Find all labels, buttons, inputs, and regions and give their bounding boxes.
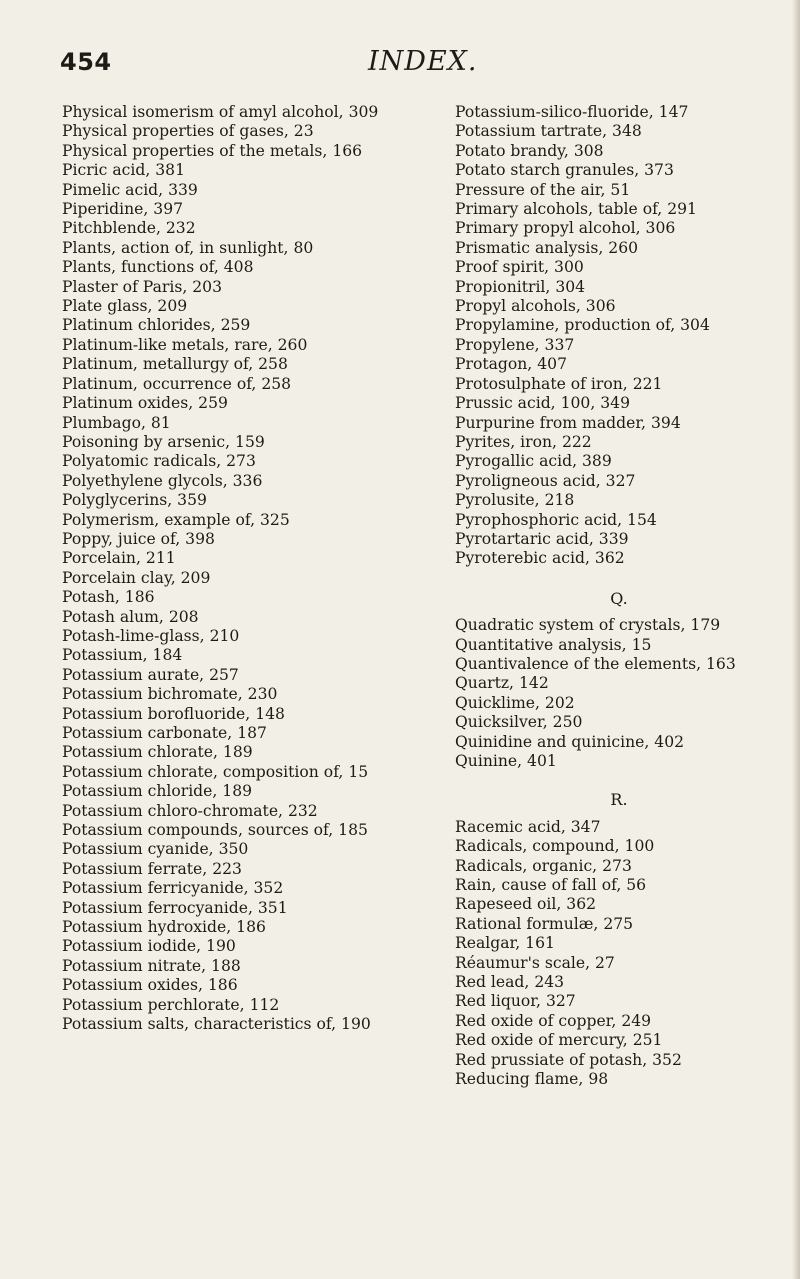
- index-entry: Porcelain, 211: [62, 549, 176, 568]
- left-entry-list: [62, 103, 410, 1035]
- index-entry: Polymerism, example of, 325: [62, 510, 290, 529]
- index-entry: Racemic acid, 347: [455, 817, 601, 836]
- index-entry: Quadratic system of crystals, 179: [455, 616, 721, 635]
- index-entry: Red oxide of copper, 249: [455, 1011, 652, 1030]
- index-entry: Pyrolusite, 218: [455, 491, 575, 510]
- index-entry: Protagon, 407: [455, 355, 567, 374]
- index-entry: Potato brandy, 308: [455, 141, 604, 160]
- index-entry: Quicksilver, 250: [455, 713, 583, 732]
- index-entry: Pimelic acid, 339: [62, 180, 198, 199]
- section-heading-r: R.: [610, 790, 628, 810]
- index-entry: Potassium oxides, 186: [62, 976, 238, 995]
- index-entry: Radicals, compound, 100: [455, 837, 655, 856]
- spacer: [455, 569, 800, 589]
- index-entry: Piperidine, 397: [62, 200, 184, 219]
- index-entry: Primary propyl alcohol, 306: [455, 219, 676, 238]
- index-entry: Potash-lime-glass, 210: [62, 626, 240, 645]
- index-entry: Physical properties of the metals, 166: [62, 141, 363, 160]
- index-entry: Radicals, organic, 273: [455, 856, 632, 875]
- index-entry: Réaumur's scale, 27: [455, 953, 615, 972]
- index-entry: Potassium compounds, sources of, 185: [62, 821, 368, 840]
- index-entry: Potassium ferrate, 223: [62, 859, 242, 878]
- index-entry: Platinum chlorides, 259: [62, 316, 251, 335]
- index-entry: Pitchblende, 232: [62, 219, 196, 238]
- spacer: [455, 771, 800, 790]
- index-entry: Pyrotartaric acid, 339: [455, 529, 629, 548]
- index-entry: Rational formulæ, 275: [455, 914, 634, 933]
- index-entry: Potassium cyanide, 350: [62, 840, 249, 859]
- index-entry: Plate glass, 209: [62, 297, 188, 316]
- r-entry-list: [455, 818, 800, 1090]
- index-entry: Potassium bichromate, 230: [62, 685, 278, 704]
- index-entry: Porcelain clay, 209: [62, 568, 211, 587]
- index-entry: Potassium tartrate, 348: [455, 122, 642, 141]
- section-heading-q: Q.: [610, 588, 628, 608]
- index-entry: Potash alum, 208: [62, 607, 199, 626]
- index-entry: Realgar, 161: [455, 934, 555, 953]
- index-entry: Potassium borofluoride, 148: [62, 704, 285, 723]
- index-column-left: [62, 103, 410, 1035]
- index-entry: Platinum, metallurgy of, 258: [62, 355, 288, 374]
- index-entry: Quinidine and quinicine, 402: [455, 732, 685, 751]
- index-entry: Prismatic analysis, 260: [455, 238, 639, 257]
- index-entry: Polyglycerins, 359: [62, 491, 207, 510]
- index-entry: Potassium carbonate, 187: [62, 724, 267, 742]
- spacer: [455, 608, 800, 616]
- index-entry: Quinine, 401: [455, 752, 557, 770]
- index-entry: Potassium chloro-chromate, 232: [62, 801, 318, 820]
- index-entry: Red prussiate of potash, 352: [455, 1050, 682, 1069]
- index-entry: Quartz, 142: [455, 674, 549, 693]
- index-entry: Potassium nitrate, 188: [62, 956, 241, 975]
- spacer: [455, 810, 800, 818]
- index-entry: Primary alcohols, table of, 291: [455, 200, 697, 219]
- index-entry: Quantitative analysis, 15: [455, 635, 652, 654]
- index-entry: Propyl alcohols, 306: [455, 297, 616, 316]
- index-entry: Protosulphate of iron, 221: [455, 374, 663, 393]
- index-entry: Plants, functions of, 408: [62, 258, 254, 277]
- index-column-right: [455, 103, 800, 1090]
- index-entry: Quantivalence of the elements, 163: [455, 654, 736, 673]
- index-entry: Potassium, 184: [62, 646, 183, 665]
- index-entry: Reducing flame, 98: [455, 1070, 609, 1089]
- index-entry: Potassium chloride, 189: [62, 782, 253, 801]
- index-entry: Purpurine from madder, 394: [455, 413, 681, 432]
- index-entry: Rain, cause of fall of, 56: [455, 876, 647, 895]
- index-entry: Potash, 186: [62, 588, 155, 607]
- index-entry: Potassium perchlorate, 112: [62, 995, 280, 1014]
- index-entry: Platinum oxides, 259: [62, 394, 228, 413]
- index-entry: Potassium chlorate, 189: [62, 743, 253, 762]
- index-entry: Pyrogallic acid, 389: [455, 452, 612, 471]
- running-title: INDEX.: [368, 46, 478, 77]
- index-entry: Polyatomic radicals, 273: [62, 452, 256, 471]
- index-entry: Quicklime, 202: [455, 693, 575, 712]
- index-entry: Physical properties of gases, 23: [62, 122, 314, 141]
- index-entry: Potassium iodide, 190: [62, 937, 236, 956]
- index-entry: Potassium-silico-fluoride, 147: [455, 103, 689, 121]
- index-entry: Proof spirit, 300: [455, 258, 584, 277]
- index-entry: Platinum, occurrence of, 258: [62, 374, 292, 393]
- index-entry: Red liquor, 327: [455, 992, 576, 1011]
- page-number: 454: [60, 48, 112, 76]
- index-entry: Poppy, juice of, 398: [62, 529, 215, 548]
- p-entry-list: [455, 103, 800, 569]
- index-entry: Physical isomerism of amyl alcohol, 309: [62, 103, 379, 121]
- index-entry: Pyrites, iron, 222: [455, 432, 592, 451]
- index-entry: Propionitril, 304: [455, 277, 586, 296]
- index-entry: Prussic acid, 100, 349: [455, 394, 631, 413]
- index-entry: Polyethylene glycols, 336: [62, 471, 263, 490]
- index-entry: Poisoning by arsenic, 159: [62, 432, 265, 451]
- index-entry: Potassium ferrocyanide, 351: [62, 898, 288, 917]
- index-entry: Pyroterebic acid, 362: [455, 549, 625, 568]
- index-entry: Red lead, 243: [455, 973, 565, 992]
- index-entry: Potassium chlorate, composition of, 15: [62, 762, 369, 781]
- index-entry: Potassium aurate, 257: [62, 665, 239, 684]
- index-entry: Potassium hydroxide, 186: [62, 918, 266, 937]
- index-entry: Plumbago, 81: [62, 413, 171, 432]
- index-entry: Plaster of Paris, 203: [62, 277, 223, 296]
- index-entry: Picric acid, 381: [62, 161, 186, 180]
- index-entry: Potato starch granules, 373: [455, 161, 674, 180]
- index-entry: Rapeseed oil, 362: [455, 895, 597, 914]
- index-entry: Potassium salts, characteristics of, 190: [62, 1015, 371, 1034]
- page-header: [60, 48, 740, 88]
- index-entry: Pyroligneous acid, 327: [455, 471, 636, 490]
- index-entry: Pyrophosphoric acid, 154: [455, 510, 657, 529]
- index-entry: Red oxide of mercury, 251: [455, 1031, 663, 1050]
- q-entry-list: [455, 616, 800, 771]
- index-entry: Propylene, 337: [455, 335, 575, 354]
- index-entry: Pressure of the air, 51: [455, 180, 631, 199]
- index-entry: Platinum-like metals, rare, 260: [62, 335, 308, 354]
- index-entry: Propylamine, production of, 304: [455, 316, 710, 335]
- index-entry: Potassium ferricyanide, 352: [62, 879, 284, 898]
- index-entry: Plants, action of, in sunlight, 80: [62, 238, 314, 257]
